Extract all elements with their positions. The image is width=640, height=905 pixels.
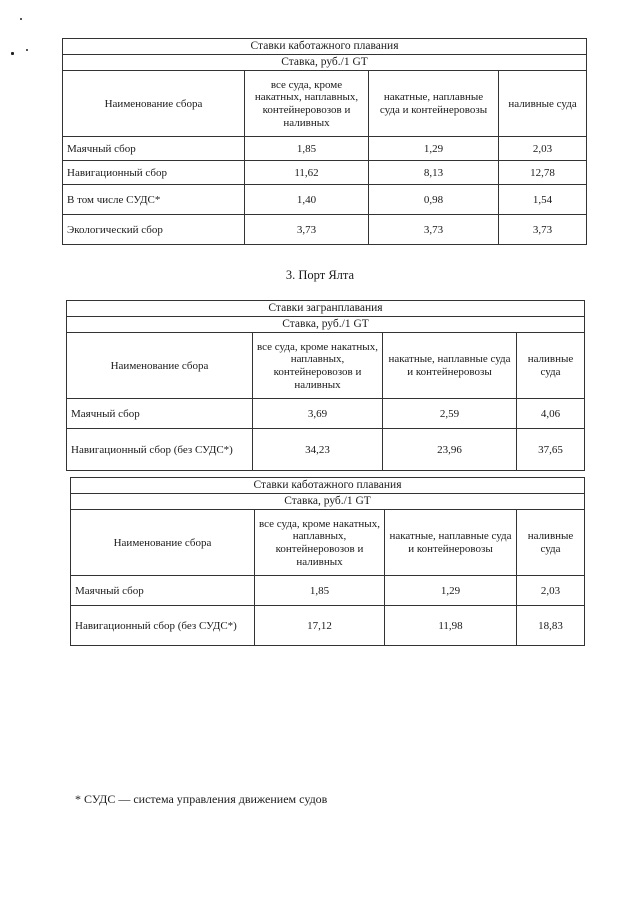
fee-name: В том числе СУДС* [63, 185, 245, 215]
col-header-all-ships: все суда, кроме накатных, наплавных, контейнеровозов и наливных [245, 71, 369, 137]
rate-tank: 18,83 [517, 606, 585, 646]
rate-tank: 2,03 [499, 137, 587, 161]
table-row [71, 576, 585, 606]
column-header-row [71, 510, 585, 576]
rate-header: Ставка, руб./1 GT [67, 317, 585, 333]
rate-all: 1,85 [245, 137, 369, 161]
rate-header-row [71, 494, 585, 510]
fee-name: Маячный сбор [63, 137, 245, 161]
table-row [63, 137, 587, 161]
table-title: Ставки каботажного плавания [71, 478, 585, 494]
scan-speck [20, 18, 22, 20]
rate-roro: 3,73 [369, 215, 499, 245]
rate-all: 11,62 [245, 161, 369, 185]
rate-roro: 11,98 [385, 606, 517, 646]
table-title-row [71, 478, 585, 494]
fee-name: Экологический сбор [63, 215, 245, 245]
col-header-tankers: наливные суда [517, 510, 585, 576]
table-title-row [63, 39, 587, 55]
scan-speck [26, 49, 28, 51]
fee-name: Навигационный сбор (без СУДС*) [67, 429, 253, 471]
rate-tank: 37,65 [517, 429, 585, 471]
rate-tank: 4,06 [517, 399, 585, 429]
fee-name: Навигационный сбор (без СУДС*) [71, 606, 255, 646]
col-header-all-ships: все суда, кроме накатных, наплавных, контейнеровозов и наливных [255, 510, 385, 576]
col-header-roro: накатные, наплавные суда и контейнеровозы [383, 333, 517, 399]
rate-roro: 2,59 [383, 399, 517, 429]
rate-roro: 1,29 [385, 576, 517, 606]
table-title-row [67, 301, 585, 317]
col-header-roro: накатные, наплавные суда и контейнеровозы [385, 510, 517, 576]
rate-all: 17,12 [255, 606, 385, 646]
rate-roro: 23,96 [383, 429, 517, 471]
col-header-tankers: наливные суда [499, 71, 587, 137]
cabotage-rates-table-2 [70, 477, 585, 646]
rate-header-row [67, 317, 585, 333]
col-header-tankers: наливные суда [517, 333, 585, 399]
rate-tank: 1,54 [499, 185, 587, 215]
table-title: Ставки загранплавания [67, 301, 585, 317]
table-row [63, 185, 587, 215]
col-header-roro: накатные, наплавные суда и контейнеровозы [369, 71, 499, 137]
table-row [71, 606, 585, 646]
rate-roro: 8,13 [369, 161, 499, 185]
table-row [63, 215, 587, 245]
table-title: Ставки каботажного плавания [63, 39, 587, 55]
rate-tank: 3,73 [499, 215, 587, 245]
fee-name: Маячный сбор [67, 399, 253, 429]
table-row [67, 399, 585, 429]
footnote: * СУДС — система управления движением судов [75, 792, 328, 806]
rate-header: Ставка, руб./1 GT [71, 494, 585, 510]
rate-all: 1,40 [245, 185, 369, 215]
fee-name: Навигационный сбор [63, 161, 245, 185]
rate-roro: 1,29 [369, 137, 499, 161]
table-row [67, 429, 585, 471]
table-row [63, 161, 587, 185]
column-header-row [67, 333, 585, 399]
scan-speck [11, 52, 14, 55]
rate-all: 3,73 [245, 215, 369, 245]
rate-roro: 0,98 [369, 185, 499, 215]
rate-tank: 12,78 [499, 161, 587, 185]
col-header-name: Наименование сбора [67, 333, 253, 399]
rate-header: Ставка, руб./1 GT [63, 55, 587, 71]
rate-header-row [63, 55, 587, 71]
rate-tank: 2,03 [517, 576, 585, 606]
cabotage-rates-table-1 [62, 38, 587, 245]
col-header-name: Наименование сбора [63, 71, 245, 137]
port-heading: 3. Порт Ялта [285, 268, 355, 282]
column-header-row [63, 71, 587, 137]
rate-all: 3,69 [253, 399, 383, 429]
rate-all: 1,85 [255, 576, 385, 606]
rate-all: 34,23 [253, 429, 383, 471]
foreign-rates-table [66, 300, 585, 471]
col-header-name: Наименование сбора [71, 510, 255, 576]
fee-name: Маячный сбор [71, 576, 255, 606]
col-header-all-ships: все суда, кроме накатных, наплавных, контейнеровозов и наливных [253, 333, 383, 399]
